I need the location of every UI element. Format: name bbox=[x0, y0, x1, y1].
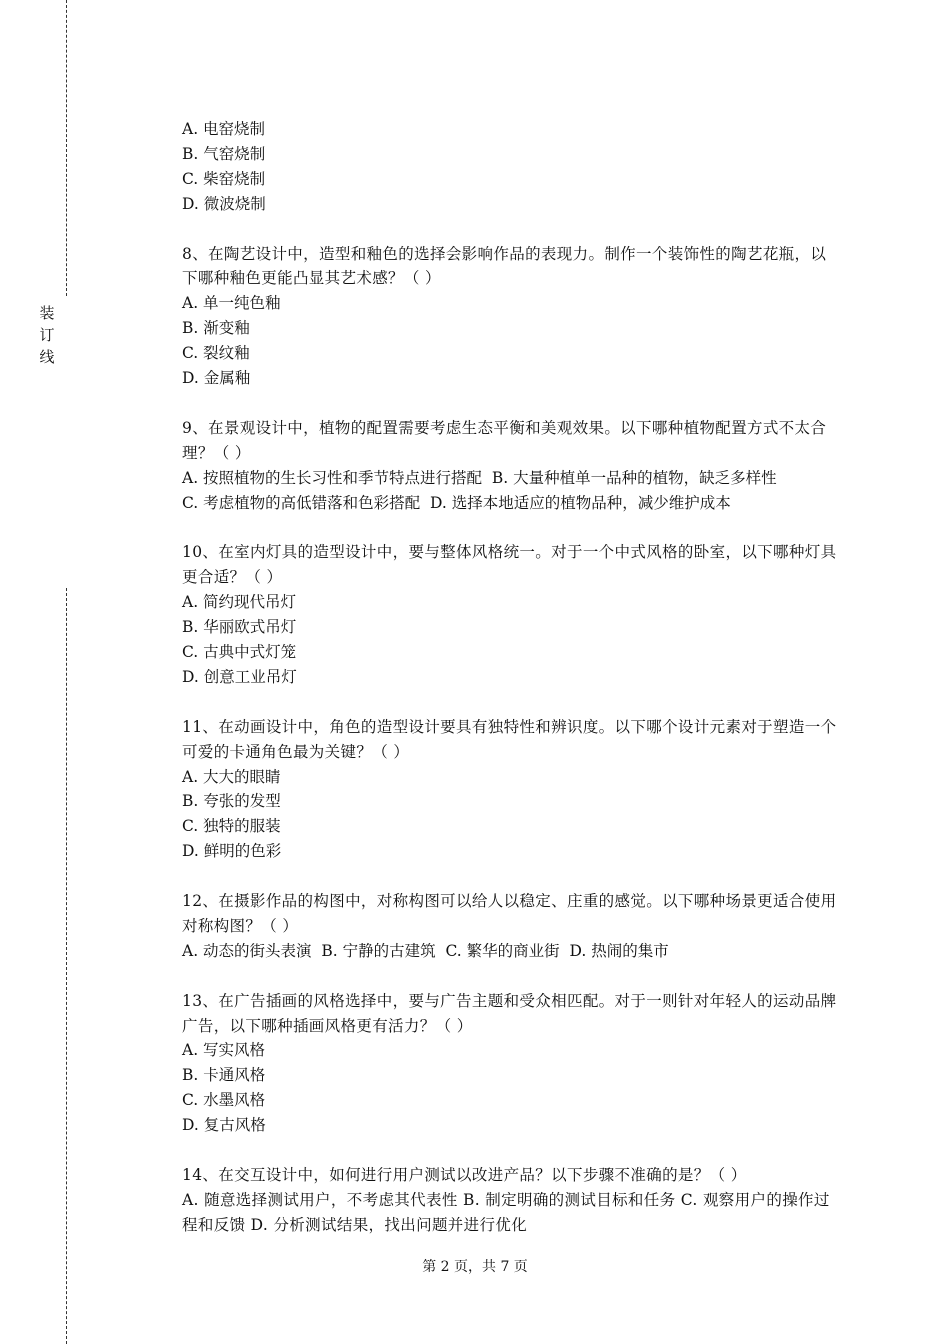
option-c: C. 裂纹釉 bbox=[182, 344, 250, 363]
option-d: D. 鲜明的色彩 bbox=[182, 842, 282, 861]
binding-char: 装 bbox=[39, 304, 55, 322]
option-b: B. 渐变釉 bbox=[182, 319, 250, 338]
option-a: A. 电窑烧制 bbox=[182, 120, 266, 138]
option-line: A. 按照植物的生长习性和季节特点进行搭配 B. 大量种植单一品种的植物，缺乏多样性 bbox=[182, 468, 777, 487]
question-9 bbox=[182, 416, 842, 516]
option-c: C. 水墨风格 bbox=[182, 1091, 266, 1110]
option-c: C. 古典中式灯笼 bbox=[182, 642, 297, 661]
question-14 bbox=[182, 1163, 842, 1238]
binding-char: 订 bbox=[39, 326, 55, 344]
option-b: B. 气窑烧制 bbox=[182, 144, 266, 163]
question-10 bbox=[182, 540, 842, 689]
option-b: B. 华丽欧式吊灯 bbox=[182, 618, 297, 637]
binding-line-top bbox=[66, 0, 67, 296]
options-text: A. 随意选择测试用户，不考虑其代表性 B. 制定明确的测试目标和任务 C. 观察用户的操作过程和反馈 D. 分析测试结果，找出问题并进行优化 bbox=[182, 1190, 830, 1234]
option-b: B. 夸张的发型 bbox=[182, 792, 281, 811]
option-line: A. 动态的街头表演 B. 宁静的古建筑 C. 繁华的商业街 D. 热闹的集市 bbox=[182, 941, 669, 960]
binding-char: 线 bbox=[39, 348, 55, 366]
option-c: C. 独特的服装 bbox=[182, 817, 281, 836]
option-d: D. 金属釉 bbox=[182, 369, 251, 388]
option-c: C. 柴窑烧制 bbox=[182, 169, 266, 188]
question-stem: 10、在室内灯具的造型设计中，要与整体风格统一。对于一个中式风格的卧室，以下哪种灯具更合适？（ ） bbox=[182, 543, 837, 587]
option-a: A. 写实风格 bbox=[182, 1041, 266, 1060]
option-a: A. 单一纯色釉 bbox=[182, 294, 281, 313]
option-a: A. 简约现代吊灯 bbox=[182, 593, 297, 612]
binding-label bbox=[38, 302, 56, 368]
question-stem: 13、在广告插画的风格选择中，要与广告主题和受众相匹配。对于一则针对年轻人的运动品牌广告，以下哪种插画风格更有活力？（ ） bbox=[182, 991, 837, 1035]
question-stem: 8、在陶艺设计中，造型和釉色的选择会影响作品的表现力。制作一个装饰性的陶艺花瓶，以下哪种釉色更能凸显其艺术感？（ ） bbox=[182, 244, 827, 288]
binding-line-bottom bbox=[66, 588, 67, 1344]
question-7-options bbox=[182, 117, 842, 217]
question-stem: 9、在景观设计中，植物的配置需要考虑生态平衡和美观效果。以下哪种植物配置方式不太合理？（ ） bbox=[182, 418, 827, 462]
question-list bbox=[182, 117, 842, 1263]
option-line: C. 考虑植物的高低错落和色彩搭配 D. 选择本地适应的植物品种，减少维护成本 bbox=[182, 493, 731, 512]
question-stem: 14、在交互设计中，如何进行用户测试以改进产品？以下步骤不准确的是？（ ） bbox=[182, 1165, 747, 1184]
page-footer: 第 2 页，共 7 页 bbox=[422, 1259, 528, 1275]
option-d: D. 微波烧制 bbox=[182, 194, 266, 213]
option-b: B. 卡通风格 bbox=[182, 1066, 266, 1085]
question-stem: 12、在摄影作品的构图中，对称构图可以给人以稳定、庄重的感觉。以下哪种场景更适合使用对称构图？（ ） bbox=[182, 892, 837, 935]
option-d: D. 创意工业吊灯 bbox=[182, 667, 297, 686]
question-stem: 11、在动画设计中，角色的造型设计要具有独特性和辨识度。以下哪个设计元素对于塑造一个可爱的卡通角色最为关键？（ ） bbox=[182, 717, 837, 761]
question-11 bbox=[182, 715, 842, 864]
question-8 bbox=[182, 242, 842, 391]
question-12 bbox=[182, 889, 842, 964]
option-d: D. 复古风格 bbox=[182, 1116, 266, 1135]
option-a: A. 大大的眼睛 bbox=[182, 767, 281, 786]
question-13 bbox=[182, 989, 842, 1138]
